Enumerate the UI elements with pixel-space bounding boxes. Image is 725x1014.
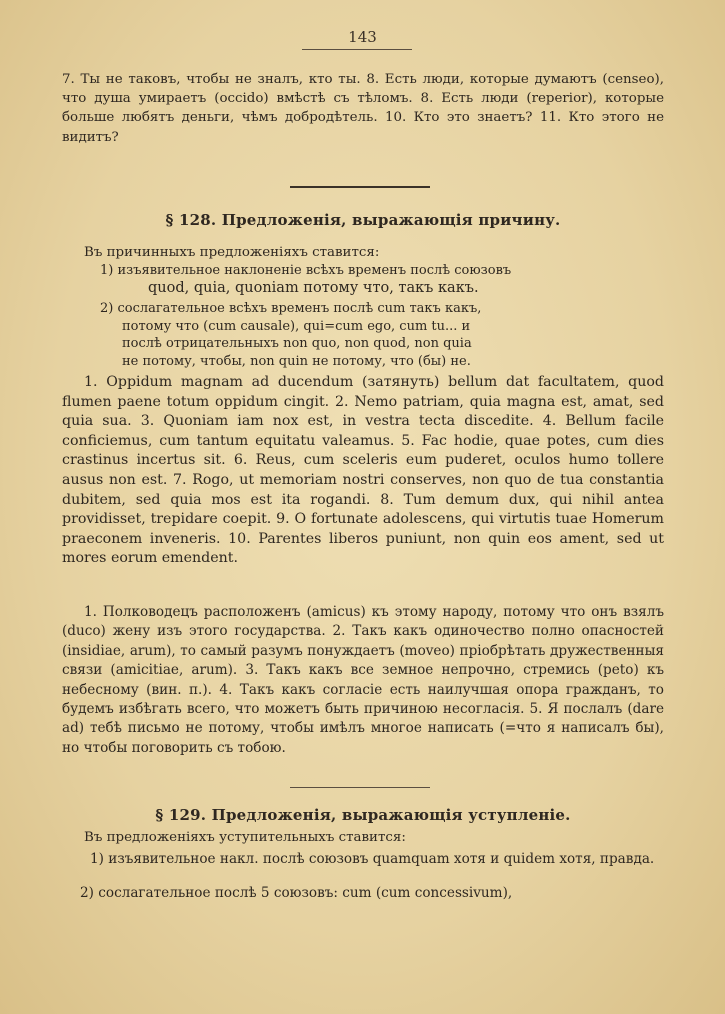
section-128-lead-block: [62, 243, 664, 262]
section-129-heading-block: [62, 806, 664, 824]
latin-exercise-paragraph: 1. Oppidum magnam ad ducendum (затянуть) bellum dat facultatem, quod flumen paene totum oppidum cingit. 2. Nemo patriam, quia magna est, amat, sed quia sua. 3. Quoniam iam nox est, in vestra tecta discedite. 4. Bellum facile conficiemus, cum tantum equitatu valeamus. 5. Fac hodie, quae potes, cum dies crastinus incertus sit. 6. Reus, cum sceleris eum puderet, oculos humo tollere ausus non est. 7. Rogo, ut memoriam nostri conserves, non quo de tua constantia dubitem, sed quia mos est ita rogandi. 8. Tum demum dux, qui nihil antea providisset, trepidare coepit. 9. O fortunate adolescens, qui virtutis tuae Homerum praeconem inveneris. 10. Parentes liberos puniunt, non quin eos ament, sed ut mores eorum emendent.: [62, 374, 664, 567]
section-129-rule-2: [80, 885, 670, 903]
section-128-heading-block: [62, 211, 664, 229]
rule-2-line-2: потому что (cum causale), qui=cum ego, cum tu... и: [122, 318, 471, 334]
latin-exercise: [62, 373, 664, 569]
section-128-lead: Въ причинныхъ предложеніяхъ ставится:: [84, 245, 380, 260]
section-129-lead: Въ предложеніяхъ уступительныхъ ставится:: [84, 830, 406, 845]
section-128-heading: § 128. Предложенія, выражающія причину.: [165, 211, 561, 229]
section-129-heading: § 129. Предложенія, выражающія уступленіе.: [155, 806, 571, 824]
section-129-rule-1-text: 1) изъявительное накл. послѣ союзовъ quamquam хотя и quidem хотя, правда.: [90, 851, 655, 867]
section-129-rule-2-text: 2) сослагательное послѣ 5 союзовъ: cum (cum concessivum),: [80, 885, 513, 901]
rule-2-line-1: 2) сослагательное всѣхъ временъ послѣ cum такъ какъ,: [100, 301, 482, 316]
rule-1-line-1: 1) изъявительное наклоненіе всѣхъ временъ послѣ союзовъ: [100, 263, 512, 278]
section-129-rule-1: [62, 850, 667, 869]
rule-1-line-2: quod, quia, quoniam потому что, такъ какъ.: [148, 279, 479, 296]
intro-exercise: [62, 70, 664, 147]
section-divider: [290, 186, 430, 188]
rule-2-line-3: послѣ отрицательныхъ non quo, non quod, non quia: [122, 336, 472, 352]
section-129-lead-block: [62, 828, 664, 847]
page-number-rule: [302, 49, 412, 50]
page-number: 143: [348, 28, 377, 46]
intro-paragraph: 7. Ты не таковъ, чтобы не зналъ, кто ты. 8. Есть люди, которые думаютъ (censeo), что душа умираетъ (occido) вмѣстѣ съ тѣломъ. 8. Есть люди (reperior), которые больше любятъ деньги, чѣмъ добродѣтель. 10. Кто это знаетъ? 11. Кто этого не видитъ?: [62, 72, 664, 145]
section-128-rule-2: [100, 300, 660, 370]
rule-2-line-4: не потому, чтобы, non quin не потому, что (бы) не.: [122, 353, 471, 369]
section-divider-2: [290, 787, 430, 788]
russian-exercise: [62, 603, 664, 758]
russian-exercise-paragraph: 1. Полководецъ расположенъ (amicus) къ этому народу, потому что онъ взялъ (duco) жену изъ этого государства. 2. Такъ какъ одиночество полно опасностей (insidiae, arum), то самый разумъ понуждаетъ (moveo) пріобрѣтать дружественныя связи (amicitiae, arum). 3. Такъ какъ все земное непрочно, стремись (peto) къ небесному (вин. п.). 4. Такъ какъ согласіе есть наилучшая опора гражданъ, то будемъ избѣгать всего, что можетъ быть причиною несогласія. 5. Я послалъ (dare ad) тебѣ письмо не потому, чтобы имѣлъ многое написать (=что я написалъ бы), но чтобы поговорить съ тобою.: [62, 604, 664, 756]
section-128-rule-1: [100, 262, 660, 297]
